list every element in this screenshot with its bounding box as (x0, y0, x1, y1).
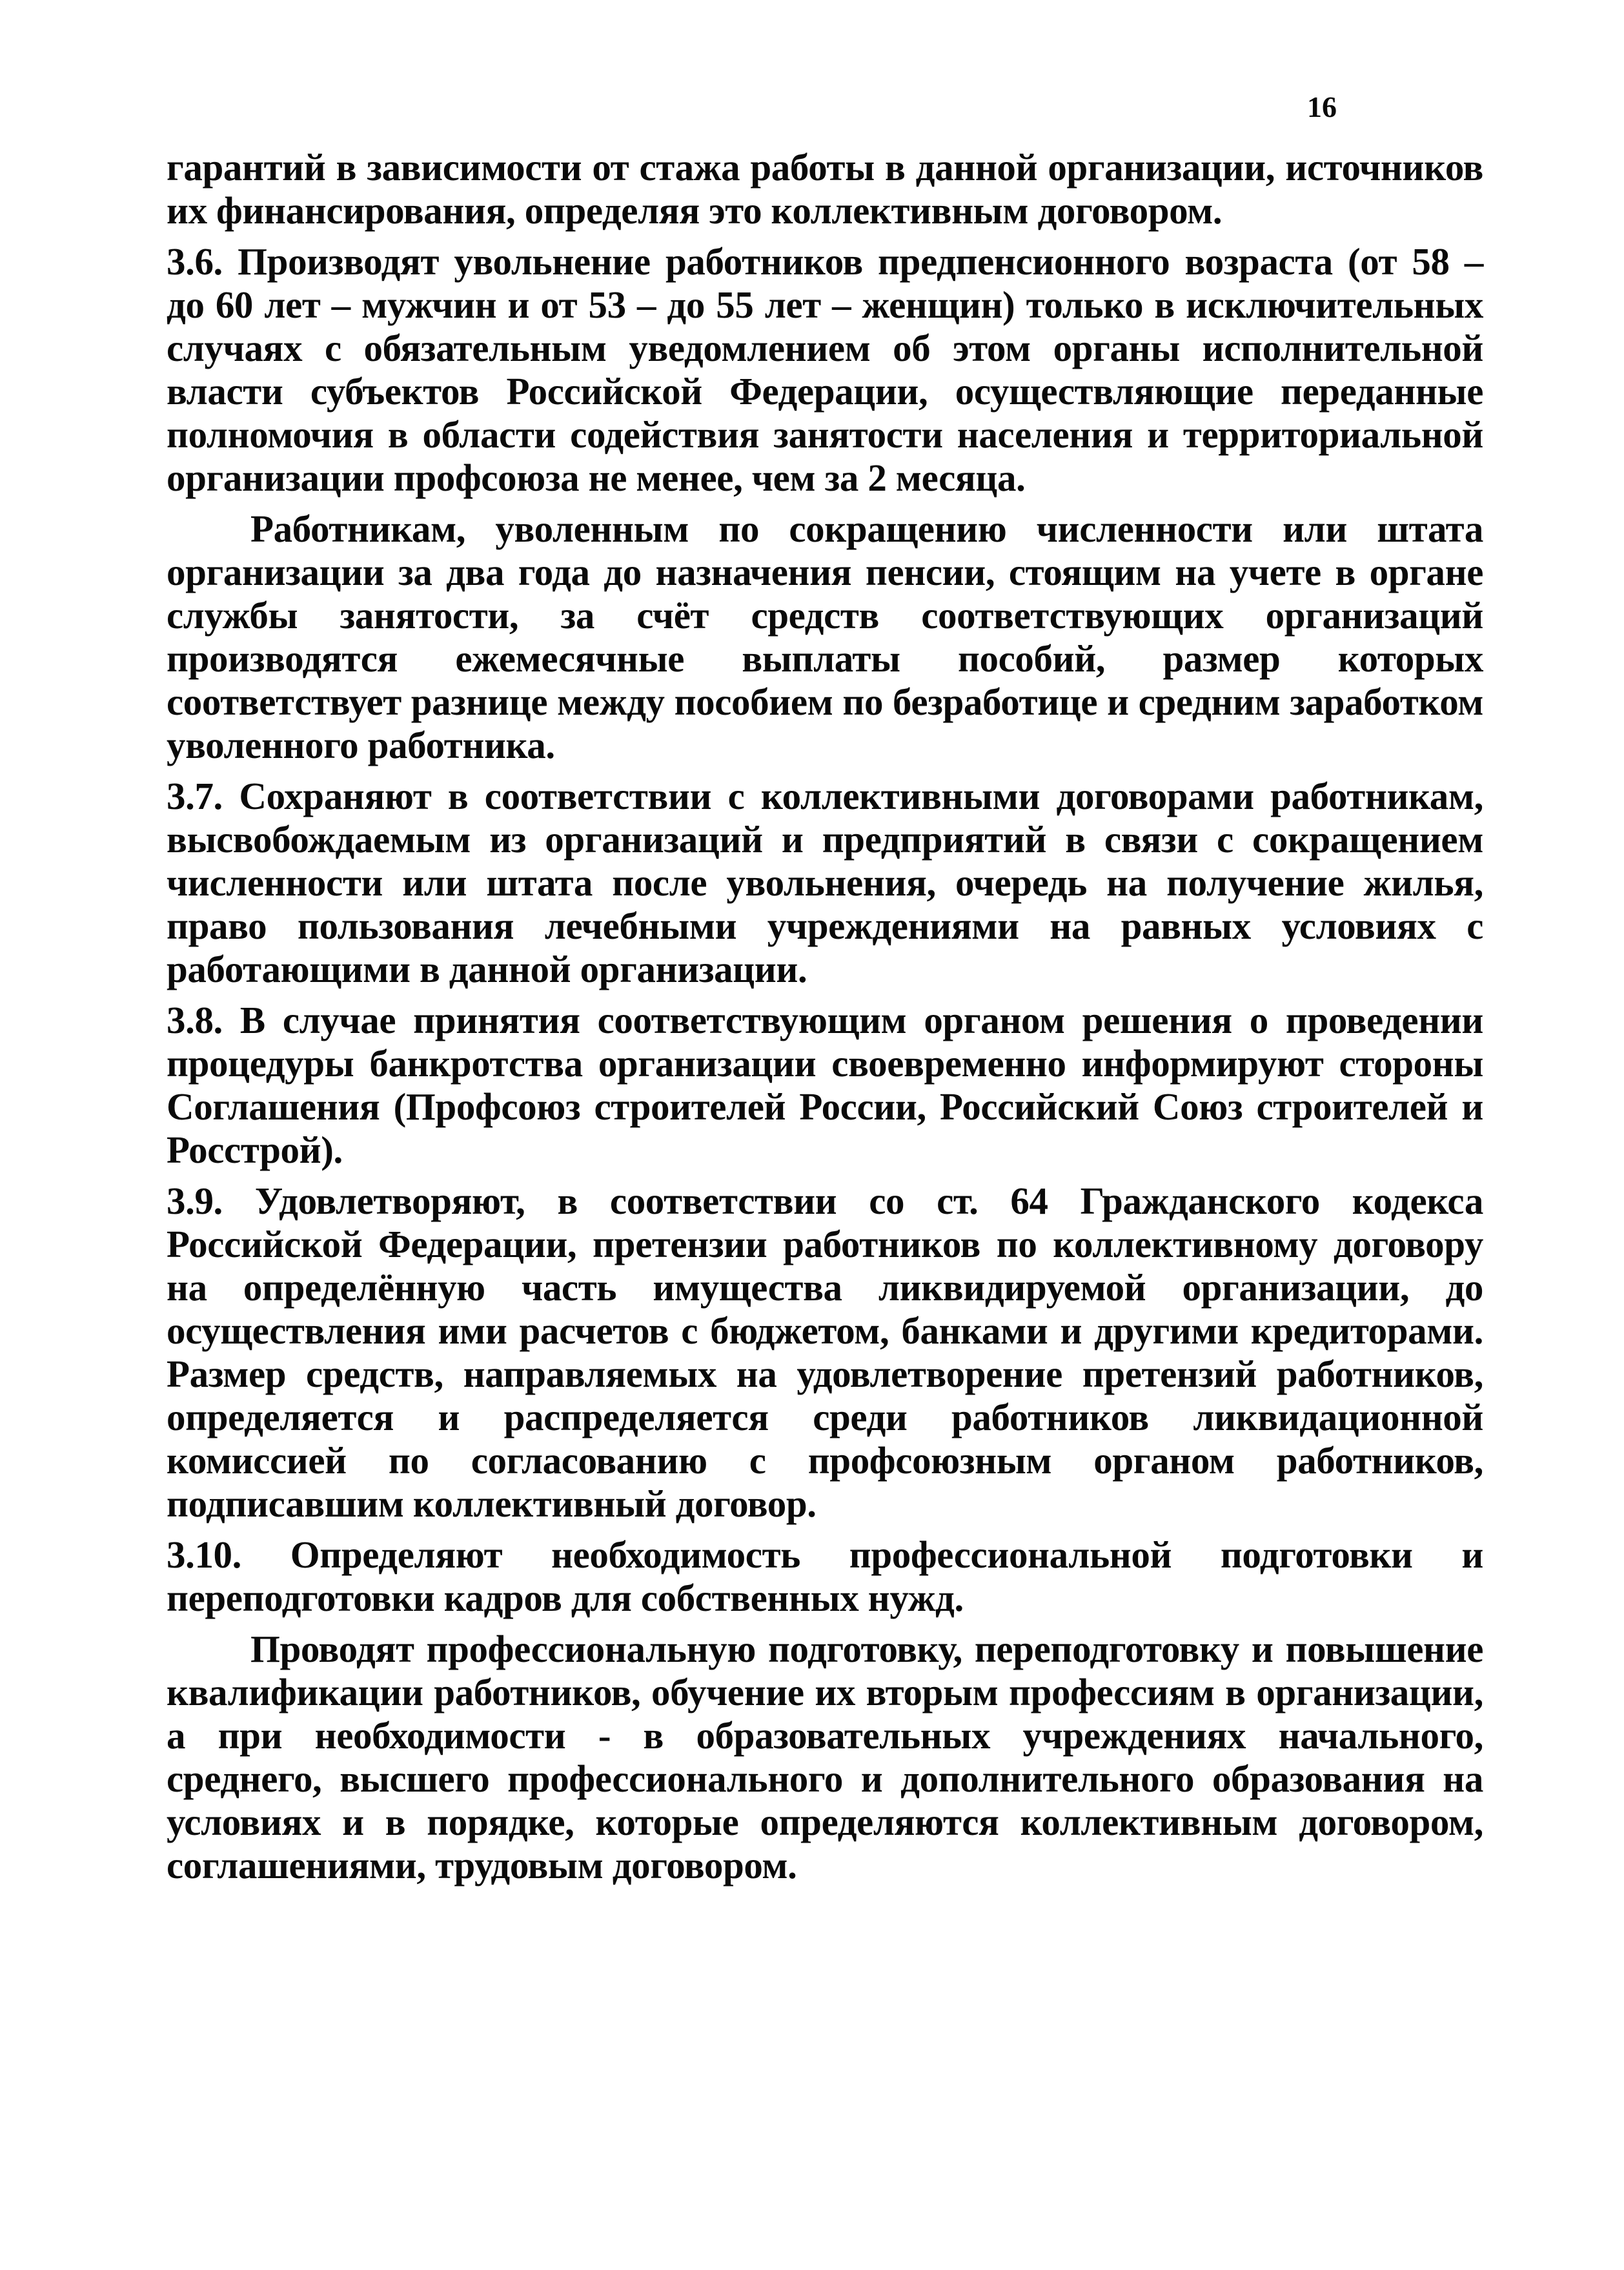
paragraph-3-8-bankruptcy: 3.8. В случае принятия соответствующим органом решения о проведении процедуры банкротства организации своевременно информируют стороны Соглашения (Профсоюз строителей России, Российский Союз строителей и Росстрой). (167, 999, 1483, 1171)
paragraph-qualification-training: Проводят профессиональную подготовку, переподготовку и повышение квалификации работников, обучение их вторым профессиям в организации, а при необходимости - в образовательных учреждениях начального, среднего, высшего профессионального и дополнительного образования на условиях и в порядке, которые определяются коллективным договором, соглашениями, трудовым договором. (167, 1628, 1483, 1887)
document-body (167, 146, 1483, 1895)
paragraph-guarantees-continuation: гарантий в зависимости от стажа работы в данной организации, источников их финансирования, определяя это коллективным договором. (167, 146, 1483, 232)
paragraph-dismissed-workers-benefits: Работникам, уволенным по сокращению численности или штата организации за два года до назначения пенсии, стоящим на учете в органе службы занятости, за счёт средств соответствующих организаций производятся ежемесячные выплаты пособий, размер которых соответствует разнице между пособием по безработице и средним заработком уволенного работника. (167, 507, 1483, 766)
page-number: 16 (1307, 90, 1337, 123)
paragraph-3-6-pre-pension-dismissal: 3.6. Производят увольнение работников предпенсионного возраста (от 58 – до 60 лет – мужчин и от 53 – до 55 лет – женщин) только в исключительных случаях с обязательным уведомлением об этом органы исполнительной власти субъектов Российской Федерации, осуществляющие переданные полномочия в области содействия занятости населения и территориальной организации профсоюза не менее, чем за 2 месяца. (167, 240, 1483, 499)
paragraph-3-7-housing-queue: 3.7. Сохраняют в соответствии с коллективными договорами работникам, высвобождаемым из организаций и предприятий в связи с сокращением численности или штата после увольнения, очередь на получение жилья, право пользования лечебными учреждениями на равных условиях с работающими в данной организации. (167, 775, 1483, 990)
paragraph-3-9-liquidation-claims: 3.9. Удовлетворяют, в соответствии со ст. 64 Гражданского кодекса Российской Федерации, претензии работников по коллективному договору на определённую часть имущества ликвидируемой организации, до осуществления ими расчетов с бюджетом, банками и другими кредиторами. Размер средств, направляемых на удовлетворение претензий работников, определяется и распределяется среди работников ликвидационной комиссией по согласованию с профсоюзным органом работников, подписавшим коллективный договор. (167, 1180, 1483, 1525)
paragraph-3-10-professional-training: 3.10. Определяют необходимость профессиональной подготовки и переподготовки кадров для собственных нужд. (167, 1533, 1483, 1619)
